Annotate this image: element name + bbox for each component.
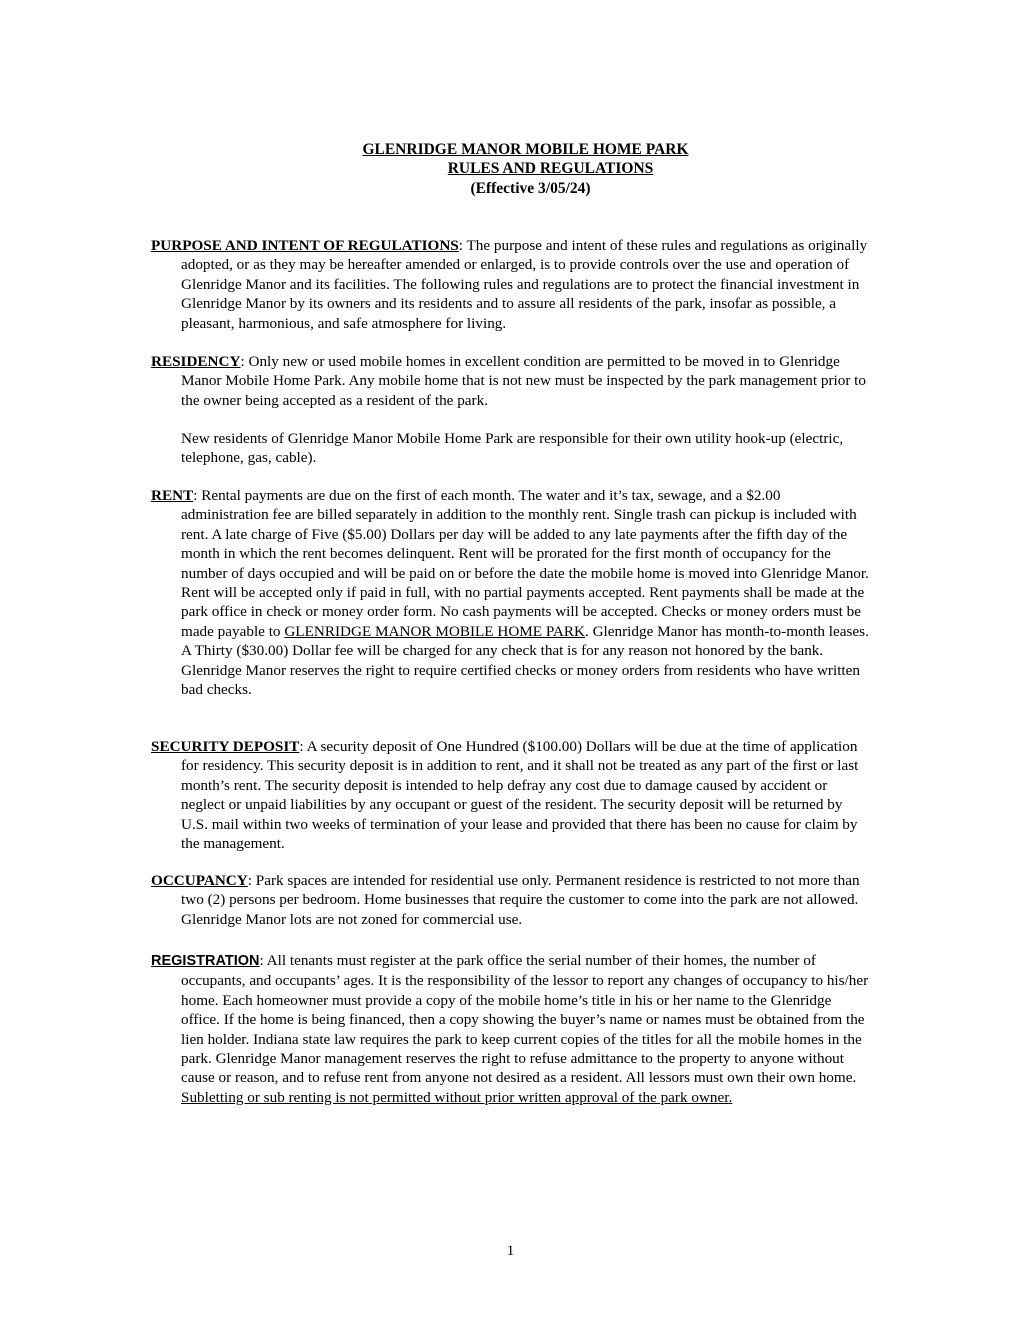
section-residency-utilities <box>151 429 871 468</box>
residency-text: : Only new or used mobile homes in excellent condition are permitted to be moved in to Glenridge Manor Mobile Home Park. Any mobile home that is not new must be inspected by the park management prior to the owner being accepted as a resident of the park. <box>181 353 866 409</box>
registration-text: : All tenants must register at the park office the serial number of their homes, the number of occupants, and occupants’ ages. It is the responsibility of the lessor to report any changes of occupancy to his/her home. Each homeowner must provide a copy of the mobile home’s title in his or her name to the Glenridge office. If the home is being financed, then a copy showing the buyer’s name or names must be obtained from the lien holder. Indiana state law requires the park to keep current copies of the titles for all the mobile homes in the park. Glenridge Manor management reserves the right to refuse admittance to the property to anyone without cause or reason, and to refuse rent from anyone not desired as a resident. All lessors must own their own home. <box>181 952 869 1087</box>
rent-payee: GLENRIDGE MANOR MOBILE HOME PARK <box>284 622 585 640</box>
residency-paragraph <box>151 352 871 410</box>
registration-heading: REGISTRATION <box>151 953 260 969</box>
purpose-text: : The purpose and intent of these rules and regulations as originally adopted, or as they may be hereafter amended or enlarged, is to provide controls over the use and operation of Glenridge Manor and its facilities. The following rules and regulations are to protect the financial investment in Glenridge Manor by its owners and its residents and to assure all residents of the park, insofar as possible, a pleasant, harmonious, and safe atmosphere for living. <box>181 237 868 332</box>
occupancy-text: : Park spaces are intended for residential use only. Permanent residence is restricted to not more than two (2) persons per bedroom. Home businesses that require the customer to come into the park are not allowed. Glenridge Manor lots are not zoned for commercial use. <box>181 872 860 928</box>
rent-heading: RENT <box>151 487 194 504</box>
security-heading: SECURITY DEPOSIT <box>151 738 300 755</box>
occupancy-paragraph <box>151 871 871 929</box>
title-park-name: GLENRIDGE MANOR MOBILE HOME PARK <box>362 141 689 158</box>
section-occupancy <box>151 871 871 929</box>
security-text: : A security deposit of One Hundred ($100.00) Dollars will be due at the time of application for residency. This security deposit is in addition to rent, and it shall not be treated as any part of the first or last month’s rent. The security deposit is intended to help defray any cost due to damage caused by accident or neglect or unpaid liabilities by any occupant or guest of the resident. The security deposit will be returned by U.S. mail within two weeks of termination of your lease and provided that there has been no cause for claim by the management. <box>181 738 859 853</box>
section-security-deposit <box>151 737 871 853</box>
rent-text-a: : Rental payments are due on the first of each month. The water and it’s tax, sewage, and a $2.00 administration fee are billed separately in addition to the monthly rent. Single trash can pickup is included with rent. A late charge of Five ($5.00) Dollars per day will be added to any late payments after the fifth day of the month in which the rent becomes delinquent. Rent will be prorated for the first month of occupancy for the number of days occupied and will be paid on or before the date the mobile home is moved into Glenridge Manor. Rent will be accepted only if paid in full, with no partial payments accepted. Rent payments shall be made at the park office in check or money order form. No cash payments will be accepted. Checks or money orders must be made payable to <box>181 487 869 640</box>
title-effective-date: (Effective 3/05/24) <box>470 179 591 197</box>
purpose-paragraph <box>151 236 871 333</box>
registration-paragraph <box>151 951 871 1107</box>
section-residency <box>151 352 871 410</box>
purpose-heading: PURPOSE AND INTENT OF REGULATIONS <box>151 237 459 254</box>
rent-text-b: . Glenridge Manor has month-to-month leases. A Thirty ($30.00) Dollar fee will be charged for any check that is for any reason not honored by the bank. Glenridge Manor reserves the right to require certified checks or money orders from residents who have written bad checks. <box>181 622 869 699</box>
security-paragraph <box>151 737 871 853</box>
section-purpose <box>151 236 871 333</box>
section-rent <box>151 486 871 699</box>
document-title <box>0 140 1021 198</box>
title-rules: RULES AND REGULATIONS <box>447 160 654 178</box>
occupancy-heading: OCCUPANCY <box>151 872 248 889</box>
rent-paragraph <box>151 486 871 699</box>
subletting-notice: Subletting or sub renting is not permitted without prior written approval of the park owner. <box>181 1088 733 1106</box>
residency-heading: RESIDENCY <box>151 353 241 370</box>
residency-utilities-text: New residents of Glenridge Manor Mobile Home Park are responsible for their own utility hook-up (electric, telephone, gas, cable). <box>181 430 844 467</box>
page-number: 1 <box>506 1243 515 1259</box>
section-registration <box>151 951 871 1107</box>
